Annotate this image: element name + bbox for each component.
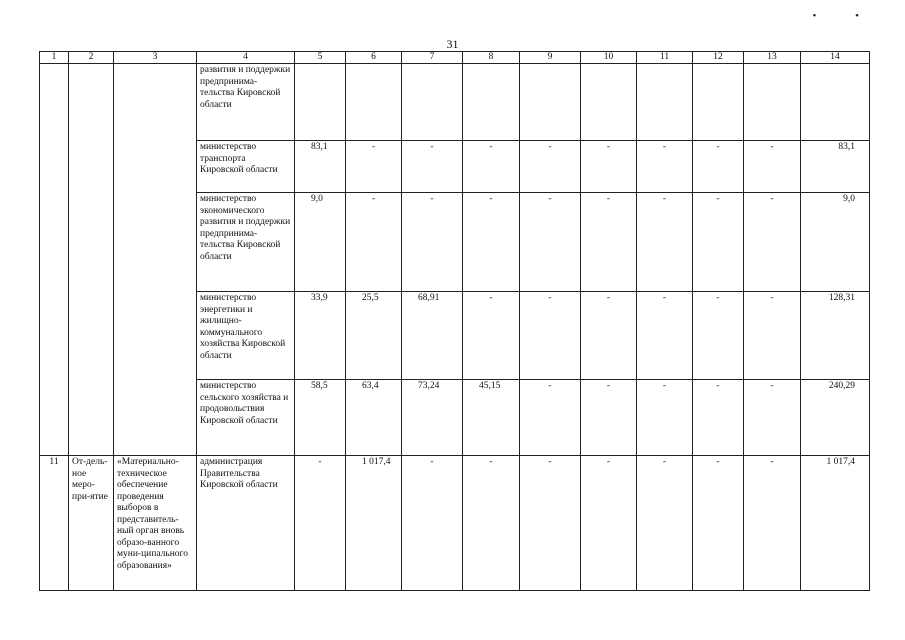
- value-cell: -: [463, 193, 520, 292]
- value-cell: -: [693, 456, 744, 591]
- value-cell: 9,0: [295, 193, 346, 292]
- value-cell: -: [520, 141, 581, 193]
- value-cell: -: [463, 456, 520, 591]
- value-cell: -: [744, 292, 801, 380]
- value-cell: [346, 64, 402, 141]
- value-cell: -: [295, 456, 346, 591]
- value-cell: 83,1: [295, 141, 346, 193]
- value-cell: -: [402, 141, 463, 193]
- page-number: 31: [446, 37, 459, 51]
- value-cell: -: [637, 292, 693, 380]
- value-cell: -: [744, 193, 801, 292]
- col-header: 13: [744, 52, 801, 64]
- value-cell: -: [581, 380, 637, 456]
- value-cell: -: [463, 292, 520, 380]
- org-cell: развития и поддержки предпринима-тельства Кировской области: [197, 64, 295, 141]
- col-header: 10: [581, 52, 637, 64]
- col-header: 3: [114, 52, 197, 64]
- value-cell: [693, 64, 744, 141]
- num-cell-empty: [40, 64, 69, 456]
- org-cell: министерство сельского хозяйства и продовольствия Кировской области: [197, 380, 295, 456]
- total-cell: 1 017,4: [801, 456, 870, 591]
- value-cell: 73,24: [402, 380, 463, 456]
- value-cell: -: [693, 292, 744, 380]
- kind-cell-empty: [69, 64, 114, 456]
- value-cell: [295, 64, 346, 141]
- col-header: 11: [637, 52, 693, 64]
- col-header: 1: [40, 52, 69, 64]
- value-cell: -: [744, 380, 801, 456]
- value-cell: -: [520, 380, 581, 456]
- value-cell: -: [693, 380, 744, 456]
- value-cell: -: [581, 456, 637, 591]
- value-cell: -: [520, 292, 581, 380]
- kind-cell: От-дель-ное меро-при-ятие: [69, 456, 114, 591]
- col-header: 12: [693, 52, 744, 64]
- num-cell: 11: [40, 456, 69, 591]
- value-cell: -: [581, 292, 637, 380]
- value-cell: -: [402, 456, 463, 591]
- value-cell: [581, 64, 637, 141]
- value-cell: -: [402, 193, 463, 292]
- value-cell: [637, 64, 693, 141]
- value-cell: -: [637, 193, 693, 292]
- col-header: 14: [801, 52, 870, 64]
- org-cell: министерство экономического развития и поддержки предпринима-тельства Кировской области: [197, 193, 295, 292]
- value-cell: 63,4: [346, 380, 402, 456]
- col-header: 8: [463, 52, 520, 64]
- col-header: 5: [295, 52, 346, 64]
- value-cell: -: [637, 380, 693, 456]
- total-cell: 128,31: [801, 292, 870, 380]
- value-cell: -: [346, 193, 402, 292]
- value-cell: 68,91: [402, 292, 463, 380]
- value-cell: -: [520, 193, 581, 292]
- total-cell: 83,1: [801, 141, 870, 193]
- col-header: 9: [520, 52, 581, 64]
- value-cell: -: [346, 141, 402, 193]
- value-cell: -: [637, 141, 693, 193]
- org-cell: администрация Правительства Кировской области: [197, 456, 295, 591]
- value-cell: 25,5: [346, 292, 402, 380]
- value-cell: -: [463, 141, 520, 193]
- value-cell: -: [693, 193, 744, 292]
- value-cell: 1 017,4: [346, 456, 402, 591]
- value-cell: -: [744, 141, 801, 193]
- value-cell: -: [637, 456, 693, 591]
- value-cell: 58,5: [295, 380, 346, 456]
- org-cell: министерство энергетики и жилищно-коммунального хозяйства Кировской области: [197, 292, 295, 380]
- value-cell: -: [693, 141, 744, 193]
- total-cell: [801, 64, 870, 141]
- value-cell: 45,15: [463, 380, 520, 456]
- header-row: [40, 52, 870, 64]
- value-cell: -: [744, 456, 801, 591]
- col-header: 4: [197, 52, 295, 64]
- table-row: [40, 456, 870, 591]
- budget-table: [39, 51, 870, 591]
- value-cell: -: [581, 193, 637, 292]
- value-cell: [520, 64, 581, 141]
- value-cell: [744, 64, 801, 141]
- value-cell: -: [520, 456, 581, 591]
- total-cell: 9,0: [801, 193, 870, 292]
- total-cell: 240,29: [801, 380, 870, 456]
- name-cell-empty: [114, 64, 197, 456]
- col-header: 7: [402, 52, 463, 64]
- corner-marks: • •: [812, 10, 877, 22]
- value-cell: -: [581, 141, 637, 193]
- value-cell: [402, 64, 463, 141]
- org-cell: министерство транспорта Кировской области: [197, 141, 295, 193]
- table-row: [40, 64, 870, 141]
- col-header: 6: [346, 52, 402, 64]
- name-cell: «Материально-техническое обеспечение проведения выборов в представитель-ный орган вновь образо-ванного муни-ципального образования»: [114, 456, 197, 591]
- value-cell: 33,9: [295, 292, 346, 380]
- value-cell: [463, 64, 520, 141]
- col-header: 2: [69, 52, 114, 64]
